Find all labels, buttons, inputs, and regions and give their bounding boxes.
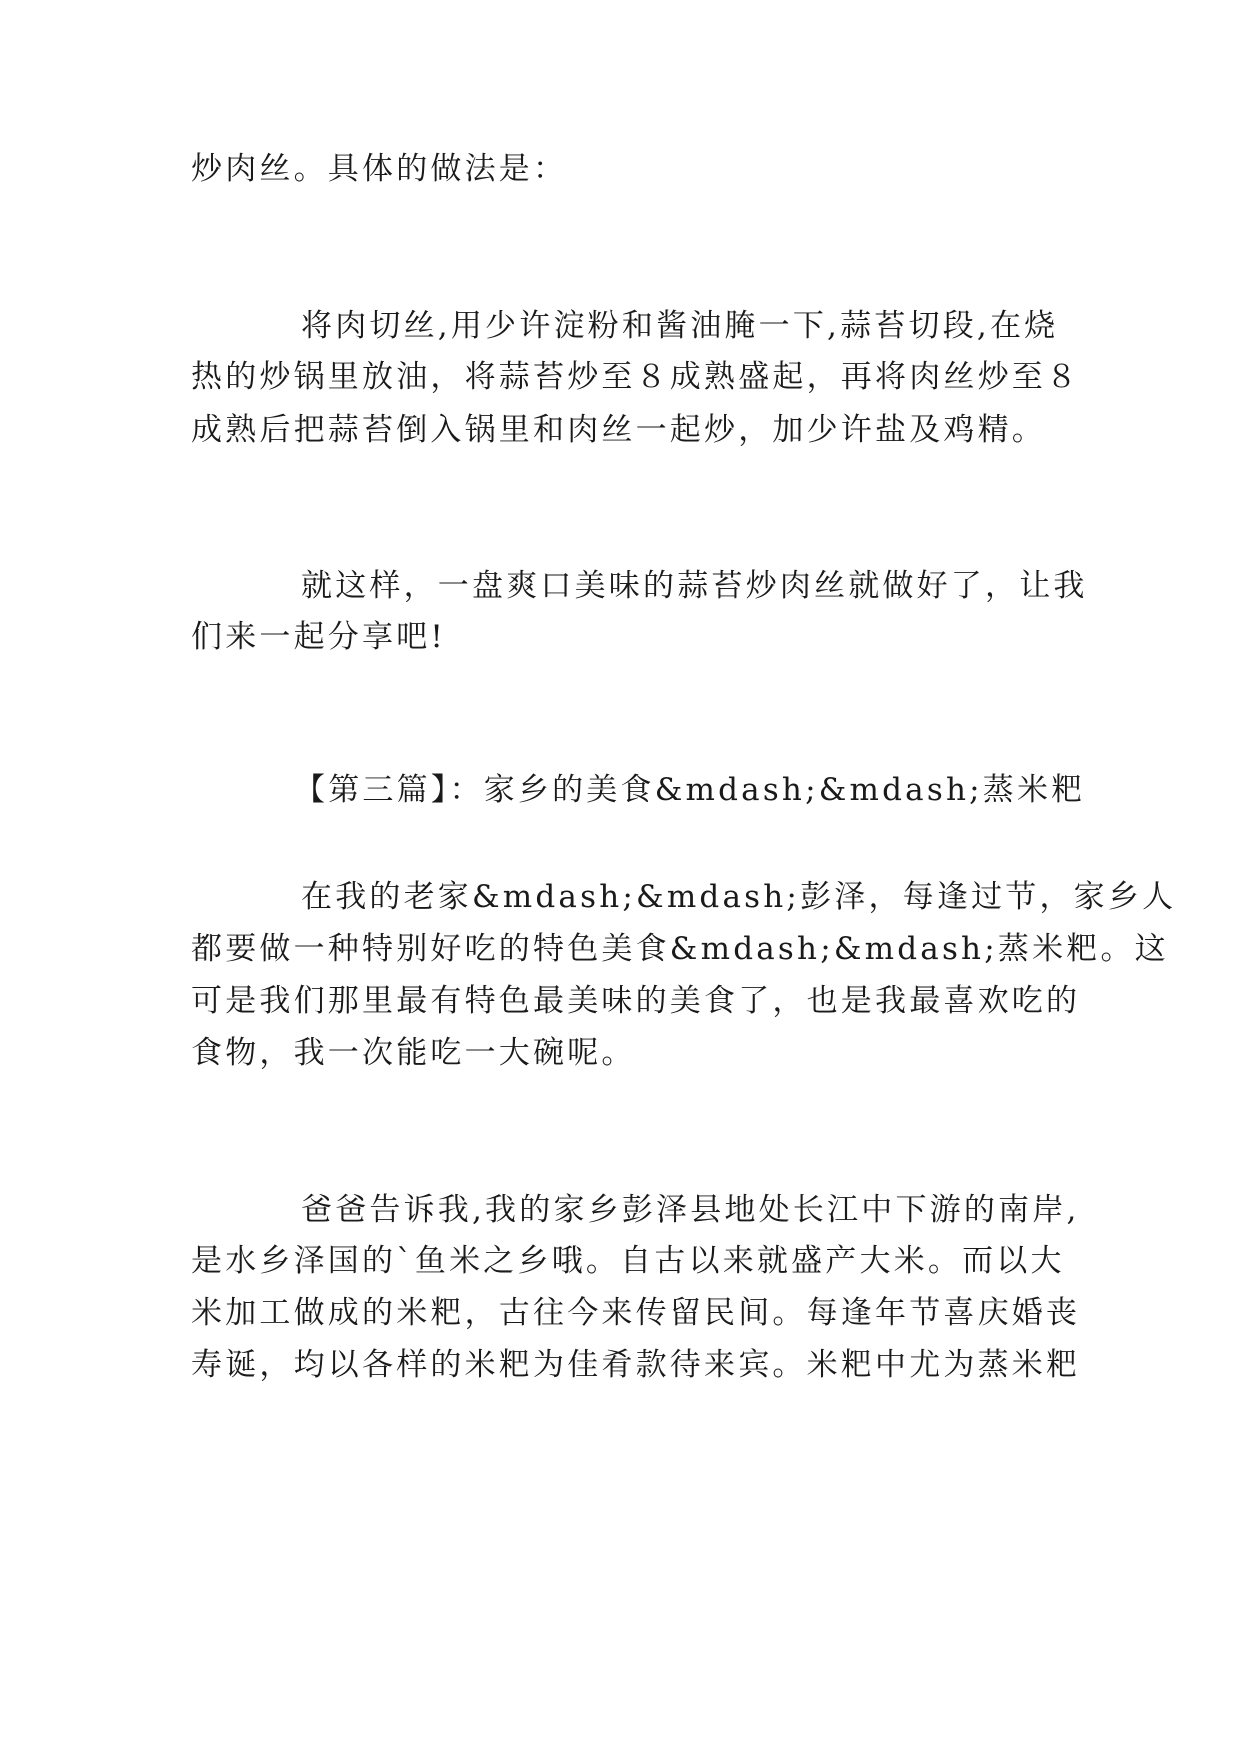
paragraph-line: 炒肉丝。具体的做法是： (191, 151, 568, 187)
paragraph-line: 们来一起分享吧! (191, 619, 447, 655)
paragraph-line: 是水乡泽国的`鱼米之乡哦。自古以来就盛产大米。而以大 (191, 1243, 1065, 1279)
paragraph-line: 成熟后把蒜苔倒入锅里和肉丝一起炒，加少许盐及鸡精。 (191, 412, 1046, 448)
paragraph-line: 都要做一种特别好吃的特色美食&mdash;&mdash;蒸米粑。这 (191, 931, 1169, 967)
paragraph-line: 将肉切丝,用少许淀粉和酱油腌一下,蒜苔切段,在烧 (301, 308, 1059, 344)
paragraph-line: 寿诞，均以各样的米粑为佳肴款待来宾。米粑中尤为蒸米粑 (191, 1347, 1081, 1383)
section-heading: 【第三篇】：家乡的美食&mdash;&mdash;蒸米粑 (294, 772, 1086, 808)
paragraph-line: 就这样，一盘爽口美味的蒜苔炒肉丝就做好了，让我 (301, 568, 1088, 604)
paragraph-line: 在我的老家&mdash;&mdash;彭泽，每逢过节，家乡人 (301, 879, 1177, 915)
paragraph-line: 可是我们那里最有特色最美味的美食了，也是我最喜欢吃的 (191, 983, 1081, 1019)
paragraph-line: 爸爸告诉我,我的家乡彭泽县地处长江中下游的南岸, (301, 1192, 1080, 1228)
paragraph-line: 米加工做成的米粑，古往今来传留民间。每逢年节喜庆婚丧 (191, 1295, 1081, 1331)
paragraph-line: 食物，我一次能吃一大碗呢。 (191, 1035, 636, 1071)
paragraph-line: 热的炒锅里放油，将蒜苔炒至８成熟盛起，再将肉丝炒至８ (191, 359, 1081, 395)
